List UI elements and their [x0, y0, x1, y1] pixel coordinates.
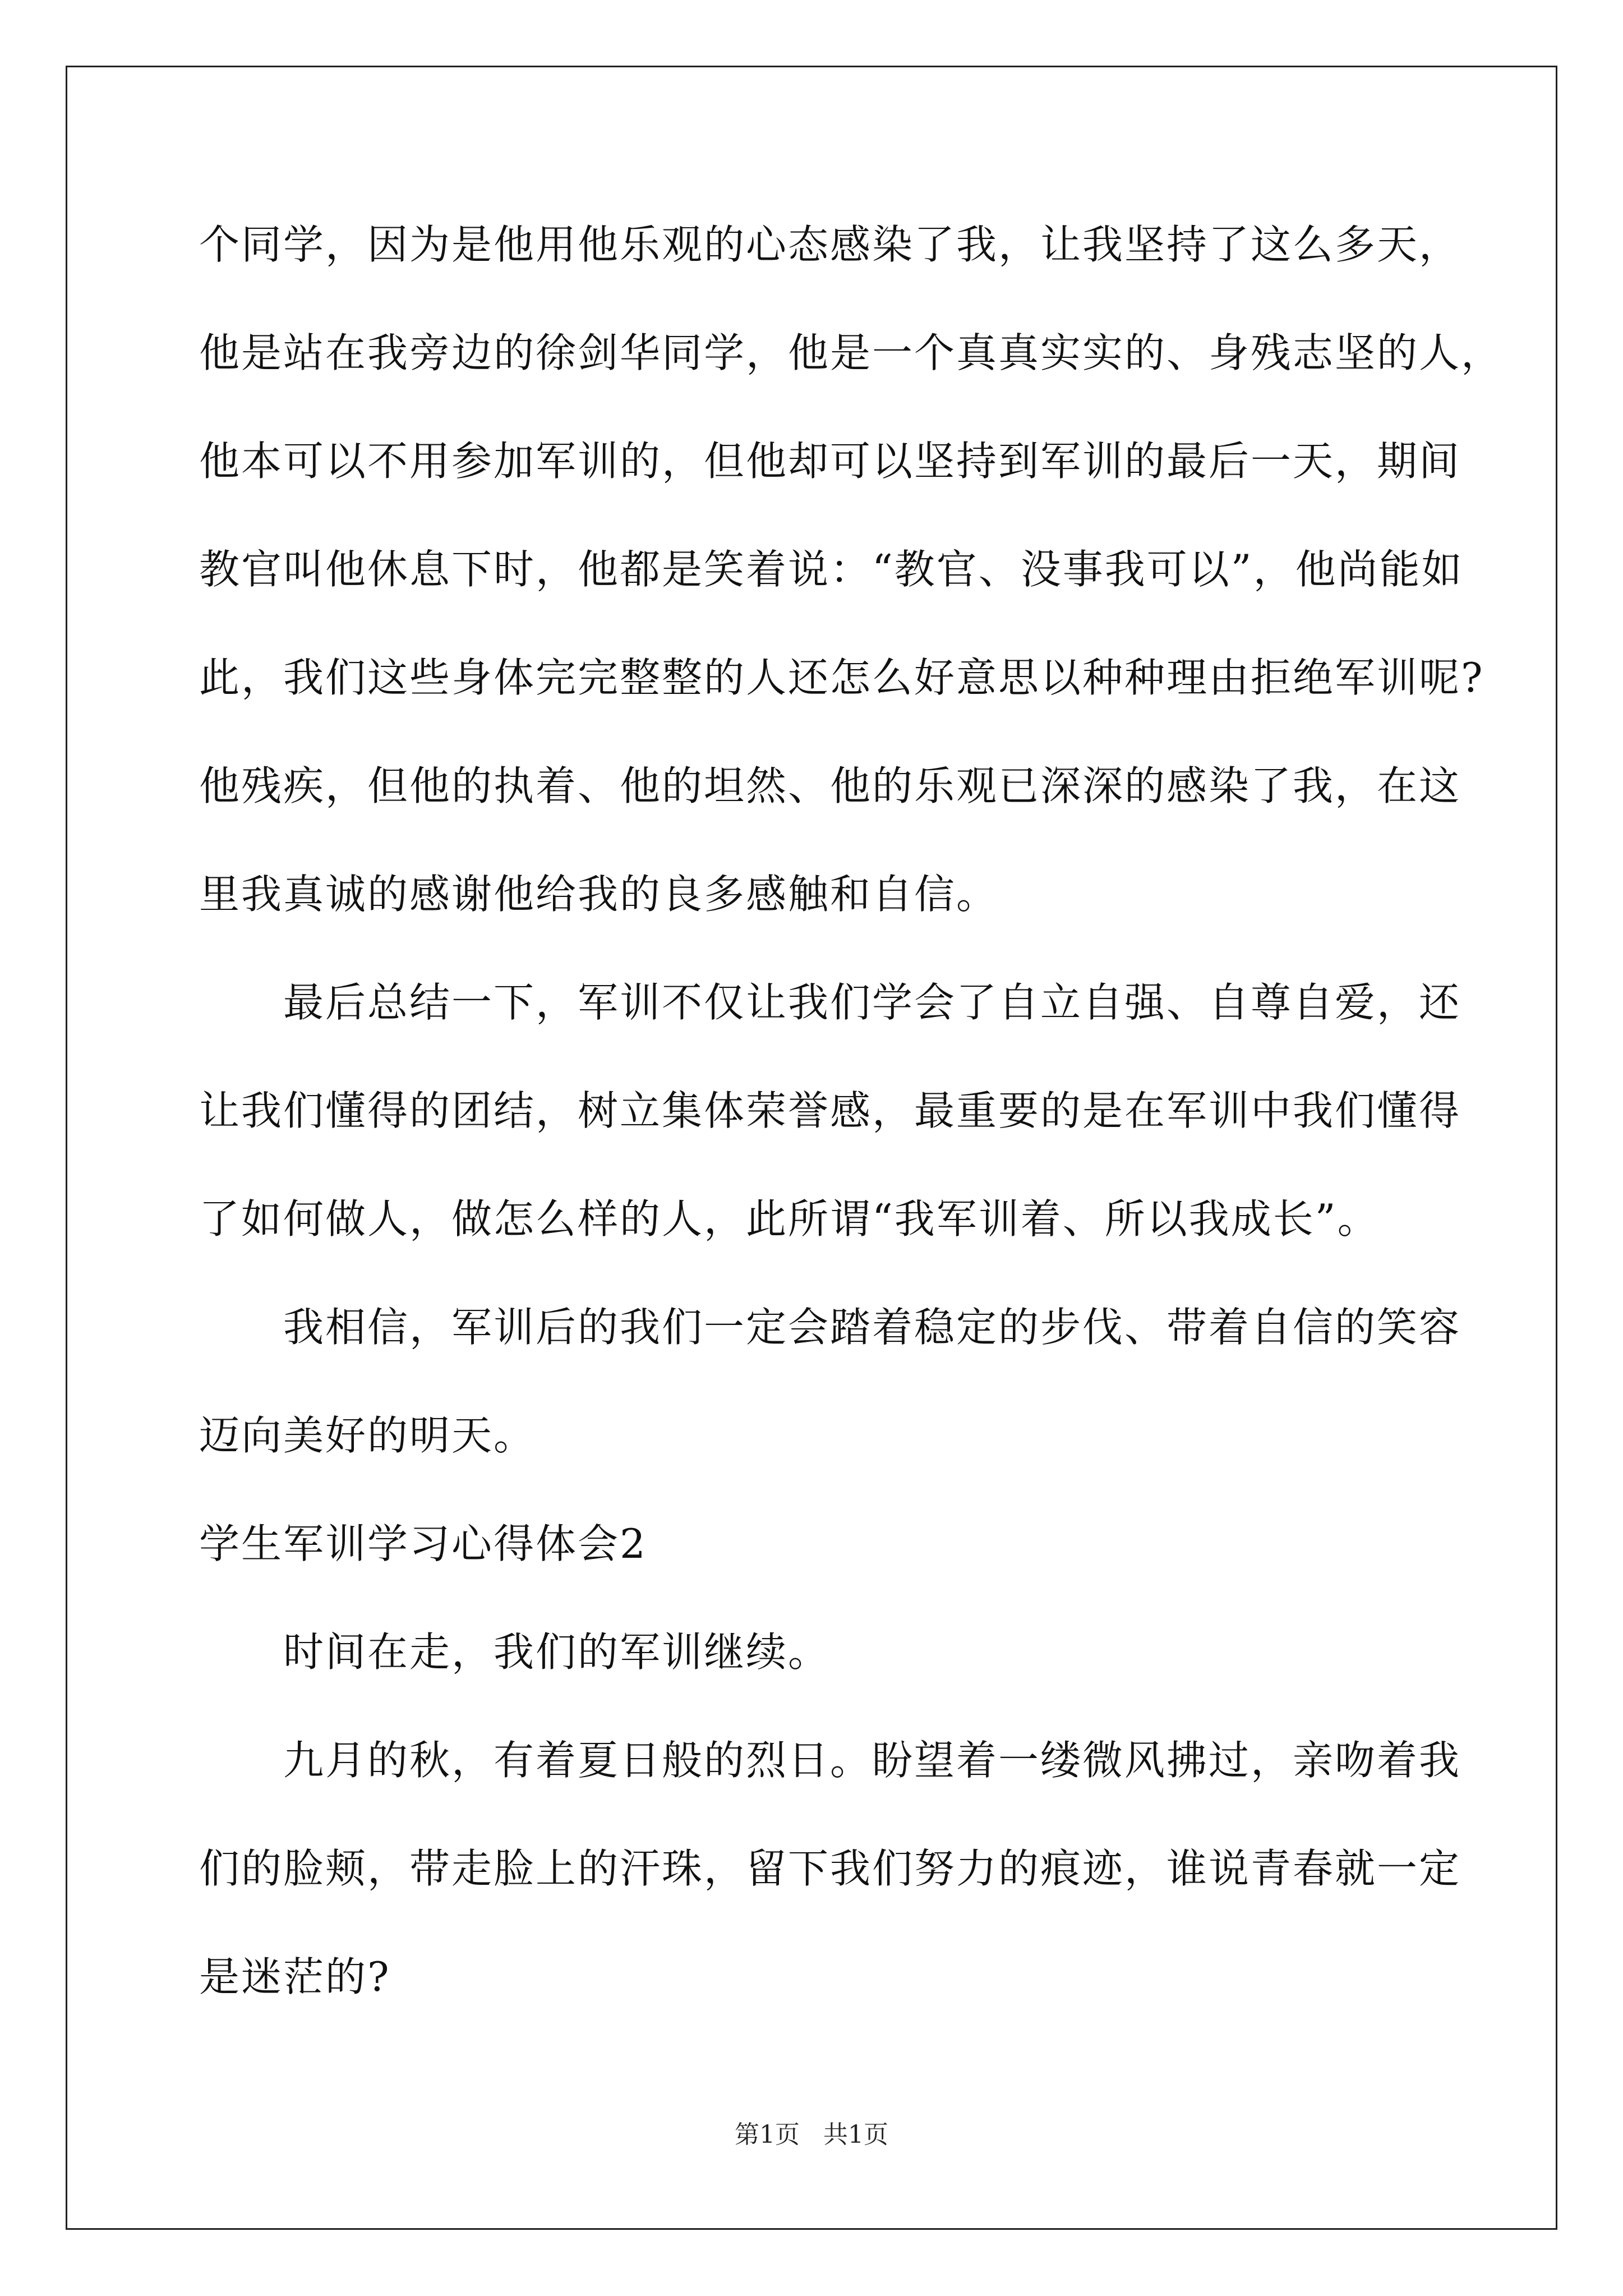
paragraph-line: 是迷茫的?: [199, 1953, 391, 2000]
paragraph-line: 教官叫他休息下时，他都是笑着说：“教官、没事我可以”，他尚能如: [199, 546, 1464, 593]
paragraph-line: 让我们懂得的团结，树立集体荣誉感，最重要的是在军训中我们懂得: [199, 1087, 1461, 1134]
paragraph-line: 了如何做人，做怎么样的人，此所谓“我军训着、所以我成长”。: [199, 1195, 1380, 1243]
paragraph-line: 他残疾，但他的执着、他的坦然、他的乐观已深深的感染了我，在这: [199, 762, 1461, 809]
paragraph-line: 们的脸颊，带走脸上的汗珠，留下我们努力的痕迹，谁说青春就一定: [199, 1845, 1461, 1892]
page-total: 共1页: [823, 2120, 888, 2149]
paragraph-line: 迈向美好的明天。: [199, 1412, 536, 1459]
paragraph-line: 最后总结一下，军训不仅让我们学会了自立自强、自尊自爱，还: [283, 979, 1461, 1026]
paragraph-line: 他本可以不用参加军训的，但他却可以坚持到军训的最后一天，期间: [199, 438, 1461, 485]
page-footer: [0, 2119, 1623, 2151]
paragraph-line: 时间在走，我们的军训继续。: [283, 1628, 831, 1676]
paragraph-line: 此，我们这些身体完完整整的人还怎么好意思以种种理由拒绝军训呢?: [199, 654, 1484, 701]
paragraph-line: 他是站在我旁边的徐剑华同学，他是一个真真实实的、身残志坚的人，: [199, 329, 1504, 376]
page-frame: [66, 66, 1557, 2230]
paragraph-line: 里我真诚的感谢他给我的良多感触和自信。: [199, 871, 999, 918]
paragraph-line: 九月的秋，有着夏日般的烈日。盼望着一缕微风拂过，亲吻着我: [283, 1737, 1461, 1784]
section-heading: 学生军训学习心得体会2: [199, 1520, 647, 1567]
page-number: 第1页: [735, 2120, 800, 2149]
paragraph-line: 个同学，因为是他用他乐观的心态感染了我，让我坚持了这么多天，: [199, 221, 1461, 268]
paragraph-line: 我相信，军训后的我们一定会踏着稳定的步伐、带着自信的笑容: [283, 1304, 1461, 1351]
